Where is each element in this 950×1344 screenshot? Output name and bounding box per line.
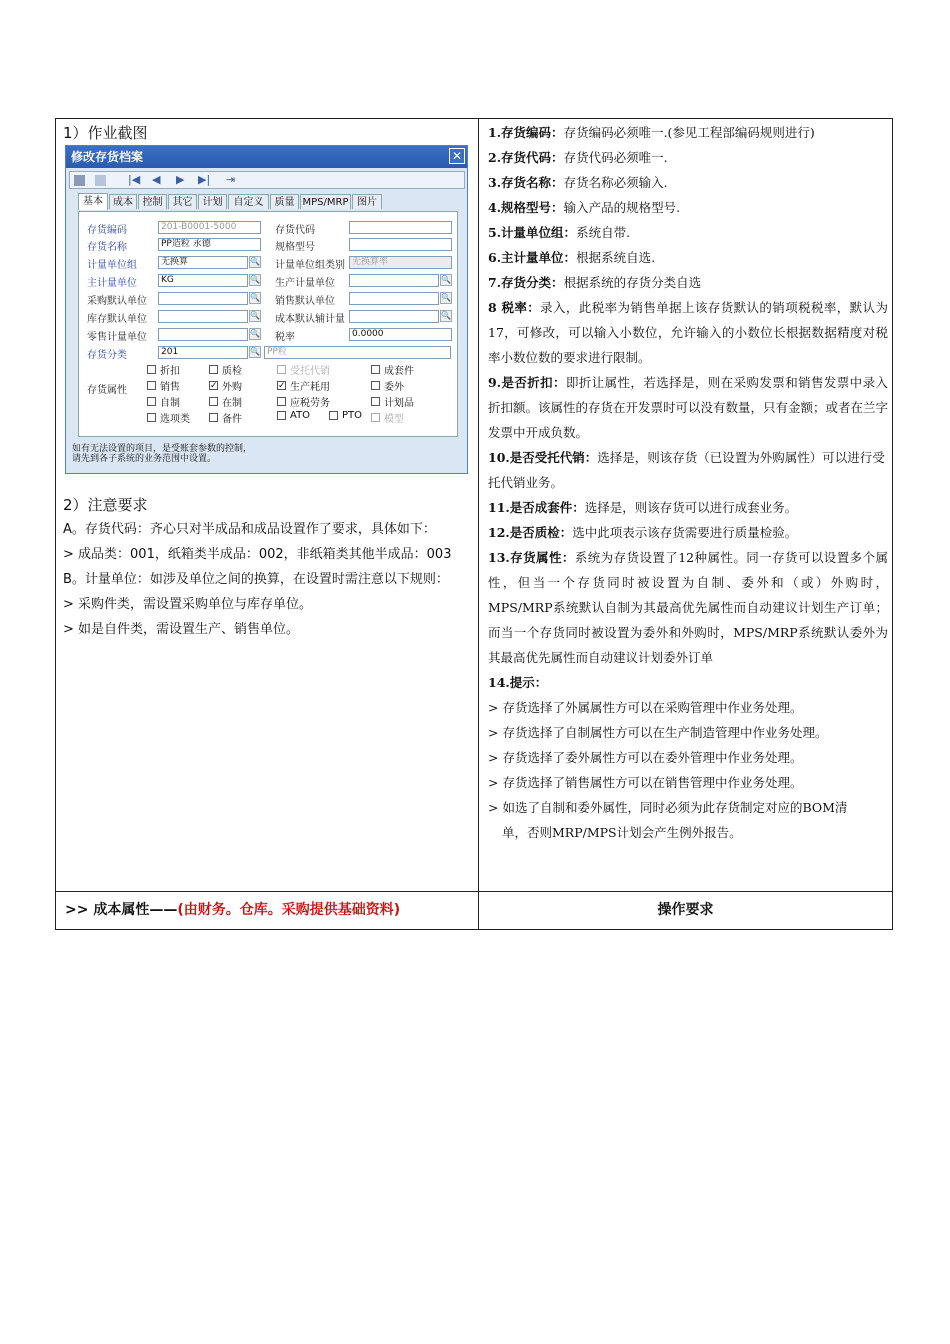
rule-item xyxy=(488,370,888,445)
search-icon[interactable]: 🔍 xyxy=(441,275,451,284)
note-paragraph: > 采购件类，需设置采购单位与库存单位。 xyxy=(63,597,313,612)
rule-text: 系统为存货设置了12种属性。同一存货可以设置多个属性，但当一个存货同时被设置为自制、委外和（或）外购时，MPS/MRP系统默认自制为其最高优先属性而自动建议计划生产订单；而当一个存货同时被设置为委外和外购时，MPS/MRP系统默认委外为其最高优先属性而自动建议计划委外订单 xyxy=(488,550,888,665)
last-record-icon[interactable]: ▶| xyxy=(198,173,211,186)
operation-requirements-heading: 操作要求 xyxy=(657,902,714,918)
class-name-field: PP粒 xyxy=(264,346,451,359)
stock-uom-field[interactable] xyxy=(158,310,248,323)
tax-rate-field[interactable]: 0.0000 xyxy=(349,328,452,341)
name-field[interactable]: PP造粒 永德 xyxy=(158,238,261,251)
attribute-checkbox[interactable] xyxy=(277,378,330,393)
inventory-archive-window xyxy=(65,145,468,474)
attribute-checkbox[interactable] xyxy=(329,410,362,421)
main-uom-label: 主计量单位 xyxy=(87,278,137,289)
rule-text: 录入，此税率为销售单据上该存货默认的销项税税率，默认为17，可修改，可以输入小数位，允许输入的小数位长根据数据精度对税率小数位数的要求进行限制。 xyxy=(488,300,888,365)
rule-title: 14.提示： xyxy=(488,675,548,690)
checkbox-label: 自制 xyxy=(160,398,180,409)
tab-basic[interactable]: 基本 xyxy=(78,193,108,210)
checkbox-label: 成套件 xyxy=(384,366,414,377)
rule-title: 1.存货编码： xyxy=(488,125,564,140)
heading-note: (由财务。仓库。采购提供基础资料) xyxy=(177,902,401,918)
inv-code-label: 存货代码 xyxy=(275,225,315,236)
rule-title: 2.存货代码： xyxy=(488,150,564,165)
copy-icon[interactable] xyxy=(95,175,106,186)
checkbox-label: 生产耗用 xyxy=(290,382,330,393)
rule-item xyxy=(488,445,888,495)
rule-text: 存货代码必须唯一. xyxy=(563,150,668,165)
class-field[interactable]: 201 xyxy=(158,346,248,359)
purchase-uom-field[interactable] xyxy=(158,292,248,305)
checkmark-icon[interactable]: ✓ xyxy=(210,381,218,391)
note-paragraph: B。计量单位：如涉及单位之间的换算，在设置时需注意以下规则： xyxy=(63,572,449,587)
checkbox-label: 委外 xyxy=(384,382,404,393)
inv-code-field[interactable] xyxy=(349,221,452,234)
tip-item: > 如选了自制和委外属性，同时必须为此存货制定对应的BOM清 xyxy=(488,800,848,815)
rule-title: 9.是否折扣： xyxy=(488,375,566,390)
checkbox-label: 折扣 xyxy=(160,366,180,377)
checkbox-label: 外购 xyxy=(222,382,242,393)
rule-text: 选中此项表示该存货需要进行质量检验。 xyxy=(572,525,798,540)
checkmark-icon[interactable]: ✓ xyxy=(278,381,286,391)
tab-other[interactable]: 其它 xyxy=(168,194,197,209)
rule-title: 5.计量单位组： xyxy=(488,225,577,240)
uom-group-type-select[interactable]: 无换算率 xyxy=(349,256,452,269)
code-label: 存货编码 xyxy=(87,225,127,236)
tip-item: > 存货选择了销售属性方可以在销售管理中作业务处理。 xyxy=(488,775,803,790)
search-icon[interactable]: 🔍 xyxy=(250,347,260,356)
tip-item: > 存货选择了委外属性方可以在委外管理中作业务处理。 xyxy=(488,750,803,765)
rule-title: 11.是否成套件： xyxy=(488,500,585,515)
rule-text: 即折让属性，若选择是，则在采购发票和销售发票中录入折扣额。该属性的存货在开发票时可以没有数量，只有金额；或者在兰字发票中开成负数。 xyxy=(488,375,889,440)
retail-uom-field[interactable] xyxy=(158,328,248,341)
rule-item xyxy=(488,145,888,170)
spec-field[interactable] xyxy=(349,238,452,251)
checkbox-box[interactable] xyxy=(371,397,380,406)
content-table xyxy=(55,118,893,930)
checkbox-box[interactable] xyxy=(209,413,218,422)
window-title: 修改存货档案 xyxy=(71,150,144,164)
checkbox-box[interactable] xyxy=(277,365,286,374)
rule-title: 13.存货属性： xyxy=(488,550,575,565)
stock-uom-label: 库存默认单位 xyxy=(87,314,147,325)
checkbox-label: 应税劳务 xyxy=(290,398,330,409)
cost-uom-field[interactable] xyxy=(349,310,439,323)
checkbox-box[interactable] xyxy=(147,413,156,422)
search-icon[interactable]: 🔍 xyxy=(250,257,260,266)
sales-uom-label: 销售默认单位 xyxy=(275,296,335,307)
main-uom-field[interactable]: KG xyxy=(158,274,248,287)
attribute-checkbox[interactable] xyxy=(147,378,180,393)
attribute-checkbox[interactable] xyxy=(371,362,414,377)
left-cell xyxy=(56,119,479,891)
section1-title: 1）作业截图 xyxy=(63,124,148,142)
first-record-icon[interactable]: |◀ xyxy=(128,173,141,186)
checkbox-label: 受托代销 xyxy=(290,366,330,377)
rule-item xyxy=(488,195,888,220)
requirement-notes xyxy=(63,517,473,642)
rule-item xyxy=(488,270,888,295)
checkbox-label: PTO xyxy=(342,410,363,421)
rule-item xyxy=(488,120,888,145)
basic-panel xyxy=(78,211,458,437)
tab-mps-mrp[interactable]: MPS/MRP xyxy=(300,194,351,209)
production-uom-field[interactable] xyxy=(349,274,439,287)
attribute-checkbox[interactable] xyxy=(277,362,330,377)
note-line: 请先到各子系统的业务范围中设置。 xyxy=(72,454,217,464)
spec-label: 规格型号 xyxy=(275,242,315,253)
uom-group-field[interactable]: 无换算 xyxy=(158,256,248,269)
attribute-checkbox[interactable] xyxy=(277,394,330,409)
exit-icon[interactable]: ⇥ xyxy=(226,173,236,186)
rule-title: 10.是否受托代销： xyxy=(488,450,598,465)
purchase-uom-label: 采购默认单位 xyxy=(87,296,147,307)
checkbox-box[interactable] xyxy=(147,397,156,406)
uom-group-label: 计量单位组 xyxy=(87,260,137,271)
attribute-checkbox[interactable] xyxy=(371,394,414,409)
cost-uom-label: 成本默认辅计量 xyxy=(275,314,345,325)
search-icon[interactable]: 🔍 xyxy=(250,311,260,320)
cost-attribute-heading xyxy=(56,892,479,929)
operation-rules xyxy=(488,120,888,845)
right-cell xyxy=(479,119,892,891)
rule-item xyxy=(488,220,888,245)
checkbox-label: 选项类 xyxy=(160,414,190,425)
rule-text: 存货编码必须唯一.(参见工程部编码规则进行) xyxy=(563,125,815,140)
rule-text: 选择是，则该存货（已设置为外购属性）可以进行受托代销业务。 xyxy=(488,450,885,490)
rule-title: 6.主计量单位： xyxy=(488,250,577,265)
rule-item xyxy=(488,670,888,695)
tab-image[interactable]: 图片 xyxy=(352,194,382,209)
attribute-checkbox[interactable] xyxy=(209,378,242,393)
close-icon[interactable]: ✕ xyxy=(449,148,465,164)
heading-prefix: >> 成本属性—— xyxy=(65,902,178,918)
checkbox-label: ATO xyxy=(290,410,311,421)
rule-item xyxy=(488,170,888,195)
rule-item xyxy=(488,495,888,520)
settings-note xyxy=(72,444,252,464)
search-icon[interactable]: 🔍 xyxy=(250,329,260,338)
rule-text: 输入产品的规格型号. xyxy=(563,200,681,215)
table-row xyxy=(56,892,892,929)
note-paragraph: > 成品类：001，纸箱类半成品：002，非纸箱类其他半成品：003 xyxy=(63,547,452,562)
save-icon[interactable] xyxy=(74,175,85,186)
search-icon[interactable]: 🔍 xyxy=(441,311,451,320)
note-paragraph: A。存货代码：齐心只对半成品和成品设置作了要求，具体如下： xyxy=(63,522,436,537)
attribute-checkbox[interactable] xyxy=(209,362,242,377)
rule-text: 根据系统的存货分类自选 xyxy=(563,275,702,290)
attribute-checkbox[interactable] xyxy=(371,378,404,393)
rule-title: 12.是否质检： xyxy=(488,525,573,540)
attribute-checkbox[interactable] xyxy=(147,362,180,377)
checkbox-box[interactable] xyxy=(209,365,218,374)
tab-control[interactable]: 控制 xyxy=(138,194,167,209)
code-field[interactable]: 201-B0001-5000 xyxy=(158,221,261,234)
checkbox-box[interactable] xyxy=(371,381,380,390)
checkbox-label: 销售 xyxy=(160,382,180,393)
checkbox-box[interactable] xyxy=(277,411,286,420)
tip-item: 单，否则MRP/MPS计划会产生例外报告。 xyxy=(502,825,742,840)
uom-group-type-label: 计量单位组类别 xyxy=(275,260,345,271)
attribute-checkbox[interactable] xyxy=(371,410,404,425)
checkbox-box[interactable] xyxy=(329,411,338,420)
search-icon[interactable]: 🔍 xyxy=(250,293,260,302)
retail-uom-label: 零售计量单位 xyxy=(87,332,147,343)
prev-record-icon[interactable]: ◀ xyxy=(152,173,161,186)
rule-item xyxy=(488,520,888,545)
section2-title: 2）注意要求 xyxy=(63,496,148,514)
checkbox-box[interactable] xyxy=(277,397,286,406)
next-record-icon[interactable]: ▶ xyxy=(176,173,185,186)
attribute-checkbox[interactable] xyxy=(209,394,242,409)
search-icon[interactable]: 🔍 xyxy=(441,293,451,302)
tab-cost[interactable]: 成本 xyxy=(109,194,137,209)
note-paragraph: > 如是自件类，需设置生产、销售单位。 xyxy=(63,622,300,637)
sales-uom-field[interactable] xyxy=(349,292,439,305)
attribute-checkbox[interactable] xyxy=(147,394,180,409)
table-row xyxy=(56,119,892,892)
rule-title: 4.规格型号： xyxy=(488,200,564,215)
operation-header-cell xyxy=(479,892,892,929)
note-line: 如有无法设置的项目，是受账套参数的控制， xyxy=(72,444,253,454)
checkbox-label: 模型 xyxy=(384,414,404,425)
checkbox-label: 备件 xyxy=(222,414,242,425)
checkbox-box[interactable] xyxy=(371,413,380,422)
checkbox-label: 在制 xyxy=(222,398,242,409)
rule-title: 8 税率： xyxy=(488,300,541,315)
attribute-checkbox[interactable] xyxy=(277,410,310,421)
tip-item: > 存货选择了外属属性方可以在采购管理中作业务处理。 xyxy=(488,700,803,715)
rule-text: 存货名称必须输入. xyxy=(563,175,668,190)
tab-quality[interactable]: 质量 xyxy=(270,194,299,209)
tab-plan[interactable]: 计划 xyxy=(198,194,227,209)
rule-item xyxy=(488,245,888,270)
checkbox-box[interactable] xyxy=(147,365,156,374)
name-label: 存货名称 xyxy=(87,242,127,253)
rule-text: 根据系统自选. xyxy=(576,250,656,265)
tax-rate-label: 税率 xyxy=(275,332,295,343)
tip-item: > 存货选择了自制属性方可以在生产制造管理中作业务处理。 xyxy=(488,725,828,740)
checkbox-box[interactable] xyxy=(209,397,218,406)
rule-item xyxy=(488,295,888,370)
toolbar xyxy=(69,171,465,189)
rule-title: 3.存货名称： xyxy=(488,175,564,190)
rule-item xyxy=(488,545,888,670)
rule-title: 7.存货分类： xyxy=(488,275,564,290)
checkbox-box[interactable] xyxy=(147,381,156,390)
tab-custom[interactable]: 自定义 xyxy=(228,194,269,209)
checkbox-label: 质检 xyxy=(222,366,242,377)
production-uom-label: 生产计量单位 xyxy=(275,278,335,289)
checkbox-box[interactable] xyxy=(371,365,380,374)
checkbox-label: 计划品 xyxy=(384,398,414,409)
class-label: 存货分类 xyxy=(87,350,127,361)
rule-text: 选择是，则该存货可以进行成套业务。 xyxy=(584,500,798,515)
window-titlebar xyxy=(66,146,467,168)
rule-text: 系统自带. xyxy=(576,225,631,240)
attribute-checkbox[interactable] xyxy=(209,410,242,425)
attribute-label: 存货属性 xyxy=(87,385,127,396)
search-icon[interactable]: 🔍 xyxy=(250,275,260,284)
attribute-checkbox[interactable] xyxy=(147,410,190,425)
